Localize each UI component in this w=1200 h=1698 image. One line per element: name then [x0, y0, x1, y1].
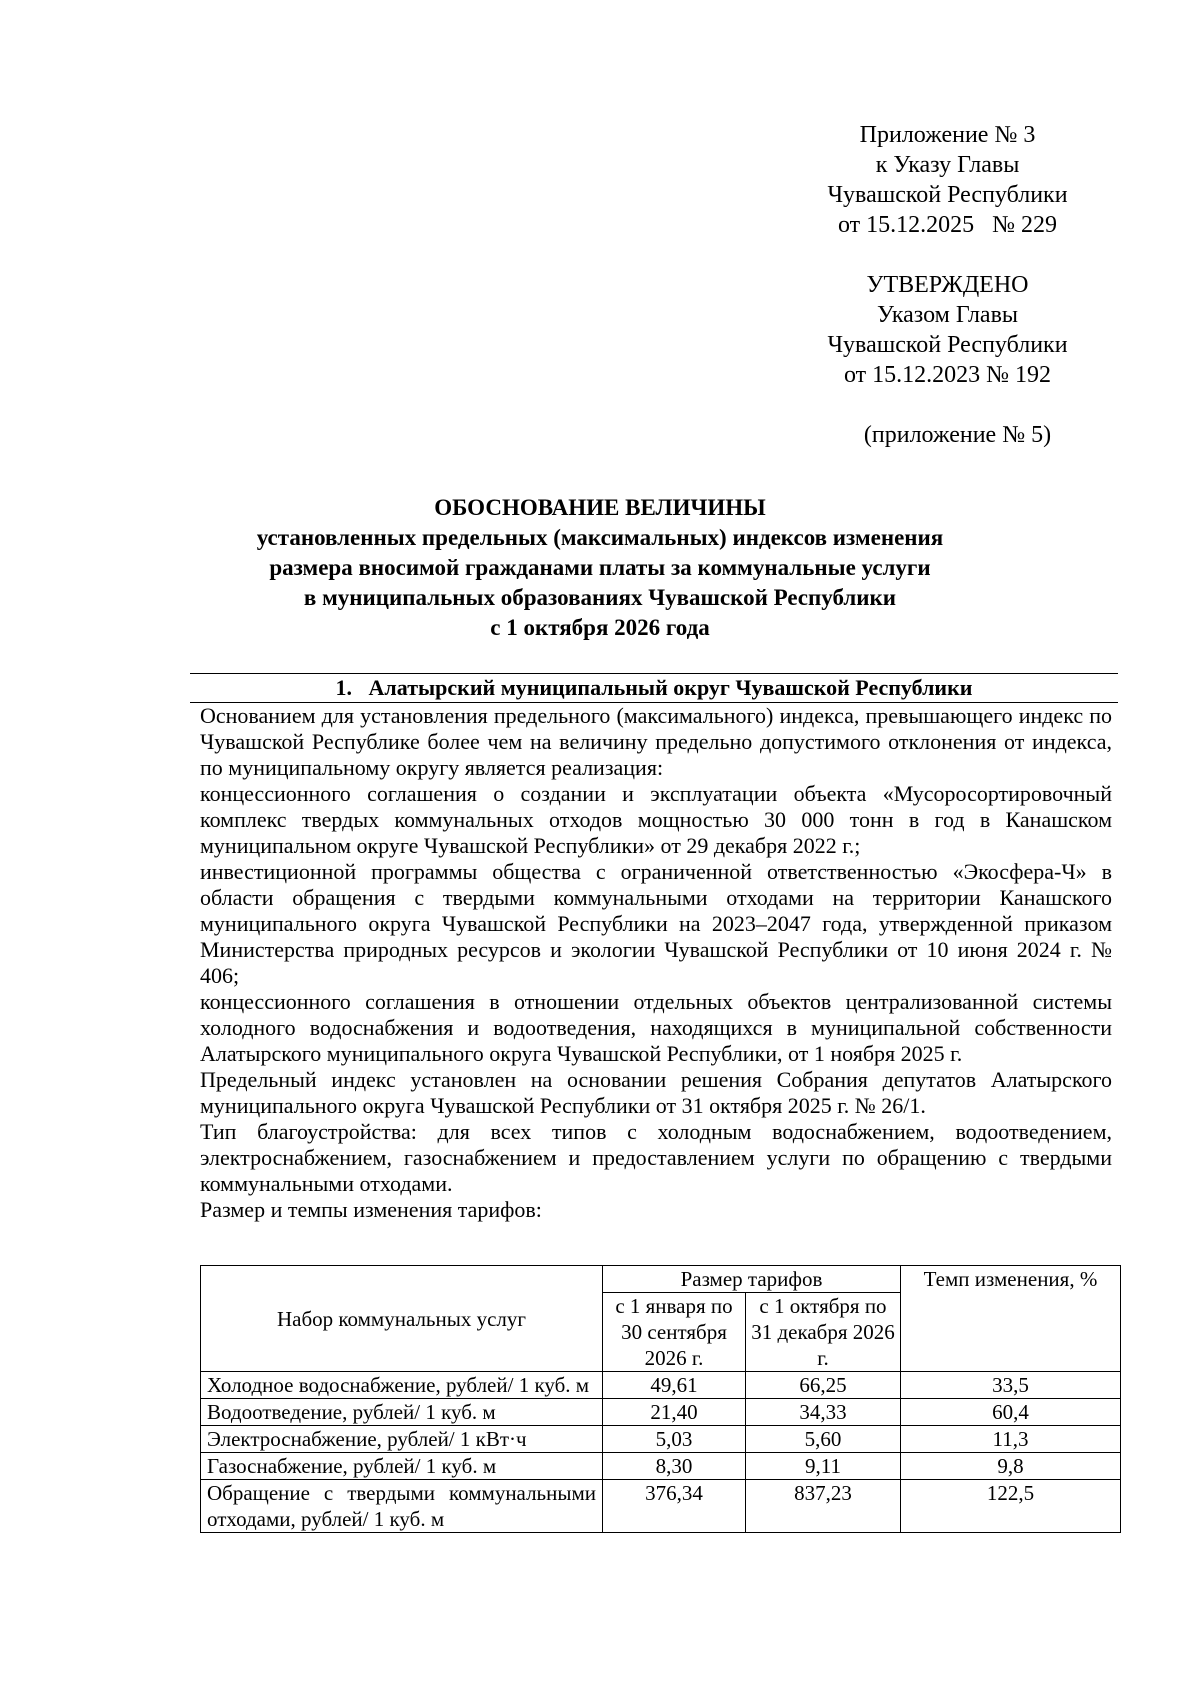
body-paragraph: Тип благоустройства: для всех типов с холодным водоснабжением, водоотведением, электроснабжением, газоснабжением и предоставлением услуги по обращению с твердыми коммунальными отходами. — [200, 1119, 1112, 1196]
change-rate-value: 9,8 — [901, 1453, 1121, 1480]
header-tariff-size: Размер тарифов — [603, 1266, 901, 1293]
period-2-value: 837,23 — [746, 1480, 901, 1533]
appendix-note-text: (приложение № 5) — [863, 422, 1052, 448]
tariff-table — [200, 1265, 1121, 1533]
body-paragraph: концессионного соглашения в отношении отдельных объектов централизованной системы холодного водоснабжения и водоотведения, находящихся в муниципальной собственности Алатырского муниципального округа Чувашской Республики, от 1 ноября 2025 г. — [200, 989, 1112, 1066]
title-line: установленных предельных (максимальных) индексов изменения — [256, 525, 944, 550]
change-rate-value: 11,3 — [901, 1426, 1121, 1453]
header-period-1: с 1 января по 30 сентября 2026 г. — [603, 1293, 746, 1372]
section-body — [200, 703, 1112, 1223]
approved-line: Указом Главы — [876, 302, 1019, 328]
change-rate-value: 33,5 — [901, 1372, 1121, 1399]
appendix-note — [830, 420, 1085, 450]
table-row — [201, 1480, 1121, 1533]
header-period-2: с 1 октября по 31 декабря 2026 г. — [746, 1293, 901, 1372]
approved-line: Чувашской Республики — [827, 332, 1068, 358]
title-line: в муниципальных образованиях Чувашской Республики — [303, 585, 897, 610]
period-2-value: 34,33 — [746, 1399, 901, 1426]
body-paragraph: концессионного соглашения о создании и эксплуатации объекта «Мусоросортировочный комплекс твердых коммунальных отходов мощностью 30 000 тонн в год в Канашском муниципальном округе Чувашской Республики» от 29 декабря 2022 г.; — [200, 781, 1112, 858]
document-title — [150, 493, 1050, 643]
table-row — [201, 1399, 1121, 1426]
section-heading: 1. Алатырский муниципальный округ Чувашской Республики — [190, 673, 1118, 703]
period-1-value: 5,03 — [603, 1426, 746, 1453]
annex-line: к Указу Главы — [875, 152, 1020, 178]
period-1-value: 49,61 — [603, 1372, 746, 1399]
annex-header — [820, 120, 1075, 240]
approved-line: от 15.12.2023 № 192 — [843, 362, 1052, 388]
service-cell: Обращение с твердыми коммунальными отходами, рублей/ 1 куб. м — [201, 1480, 603, 1533]
period-1-value: 8,30 — [603, 1453, 746, 1480]
annex-line: Чувашской Республики — [827, 182, 1068, 208]
period-2-value: 9,11 — [746, 1453, 901, 1480]
service-cell: Водоотведение, рублей/ 1 куб. м — [201, 1399, 603, 1426]
period-2-value: 66,25 — [746, 1372, 901, 1399]
service-cell: Холодное водоснабжение, рублей/ 1 куб. м — [201, 1372, 603, 1399]
title-line: с 1 октября 2026 года — [490, 615, 710, 640]
change-rate-value: 122,5 — [901, 1480, 1121, 1533]
table-row — [201, 1426, 1121, 1453]
period-1-value: 376,34 — [603, 1480, 746, 1533]
body-paragraph: Основанием для установления предельного (максимального) индекса, превышающего индекс по Чувашской Республике более чем на величину предельно допустимого отклонения от индекса, по муниципальному округу является реализация: — [200, 703, 1112, 780]
table-row — [201, 1372, 1121, 1399]
approved-block — [820, 270, 1075, 390]
body-paragraph: Размер и темпы изменения тарифов: — [200, 1197, 542, 1222]
body-paragraph: инвестиционной программы общества с ограниченной ответственностью «Экосфера-Ч» в области обращения с твердыми коммунальными отходами на территории Канашского муниципального округа Чувашской Республики на 2023–2047 года, утвержденной приказом Министерства природных ресурсов и экологии Чувашской Республики от 10 июня 2024 г. № 406; — [200, 859, 1112, 988]
period-1-value: 21,40 — [603, 1399, 746, 1426]
change-rate-value: 60,4 — [901, 1399, 1121, 1426]
table-row — [201, 1453, 1121, 1480]
period-2-value: 5,60 — [746, 1426, 901, 1453]
service-cell: Газоснабжение, рублей/ 1 куб. м — [201, 1453, 603, 1480]
annex-line: от 15.12.2025 № 229 — [837, 212, 1058, 238]
header-service-set: Набор коммунальных услуг — [201, 1266, 603, 1372]
body-paragraph: Предельный индекс установлен на основании решения Собрания депутатов Алатырского муниципального округа Чувашской Республики от 31 октября 2025 г. № 26/1. — [200, 1067, 1112, 1118]
annex-line: Приложение № 3 — [859, 122, 1036, 148]
header-change-rate: Темп изменения, % — [901, 1266, 1121, 1372]
title-line: ОБОСНОВАНИЕ ВЕЛИЧИНЫ — [434, 495, 766, 520]
title-line: размера вносимой гражданами платы за коммунальные услуги — [269, 555, 931, 580]
service-cell: Электроснабжение, рублей/ 1 кВт·ч — [201, 1426, 603, 1453]
approved-line: УТВЕРЖДЕНО — [866, 272, 1029, 298]
